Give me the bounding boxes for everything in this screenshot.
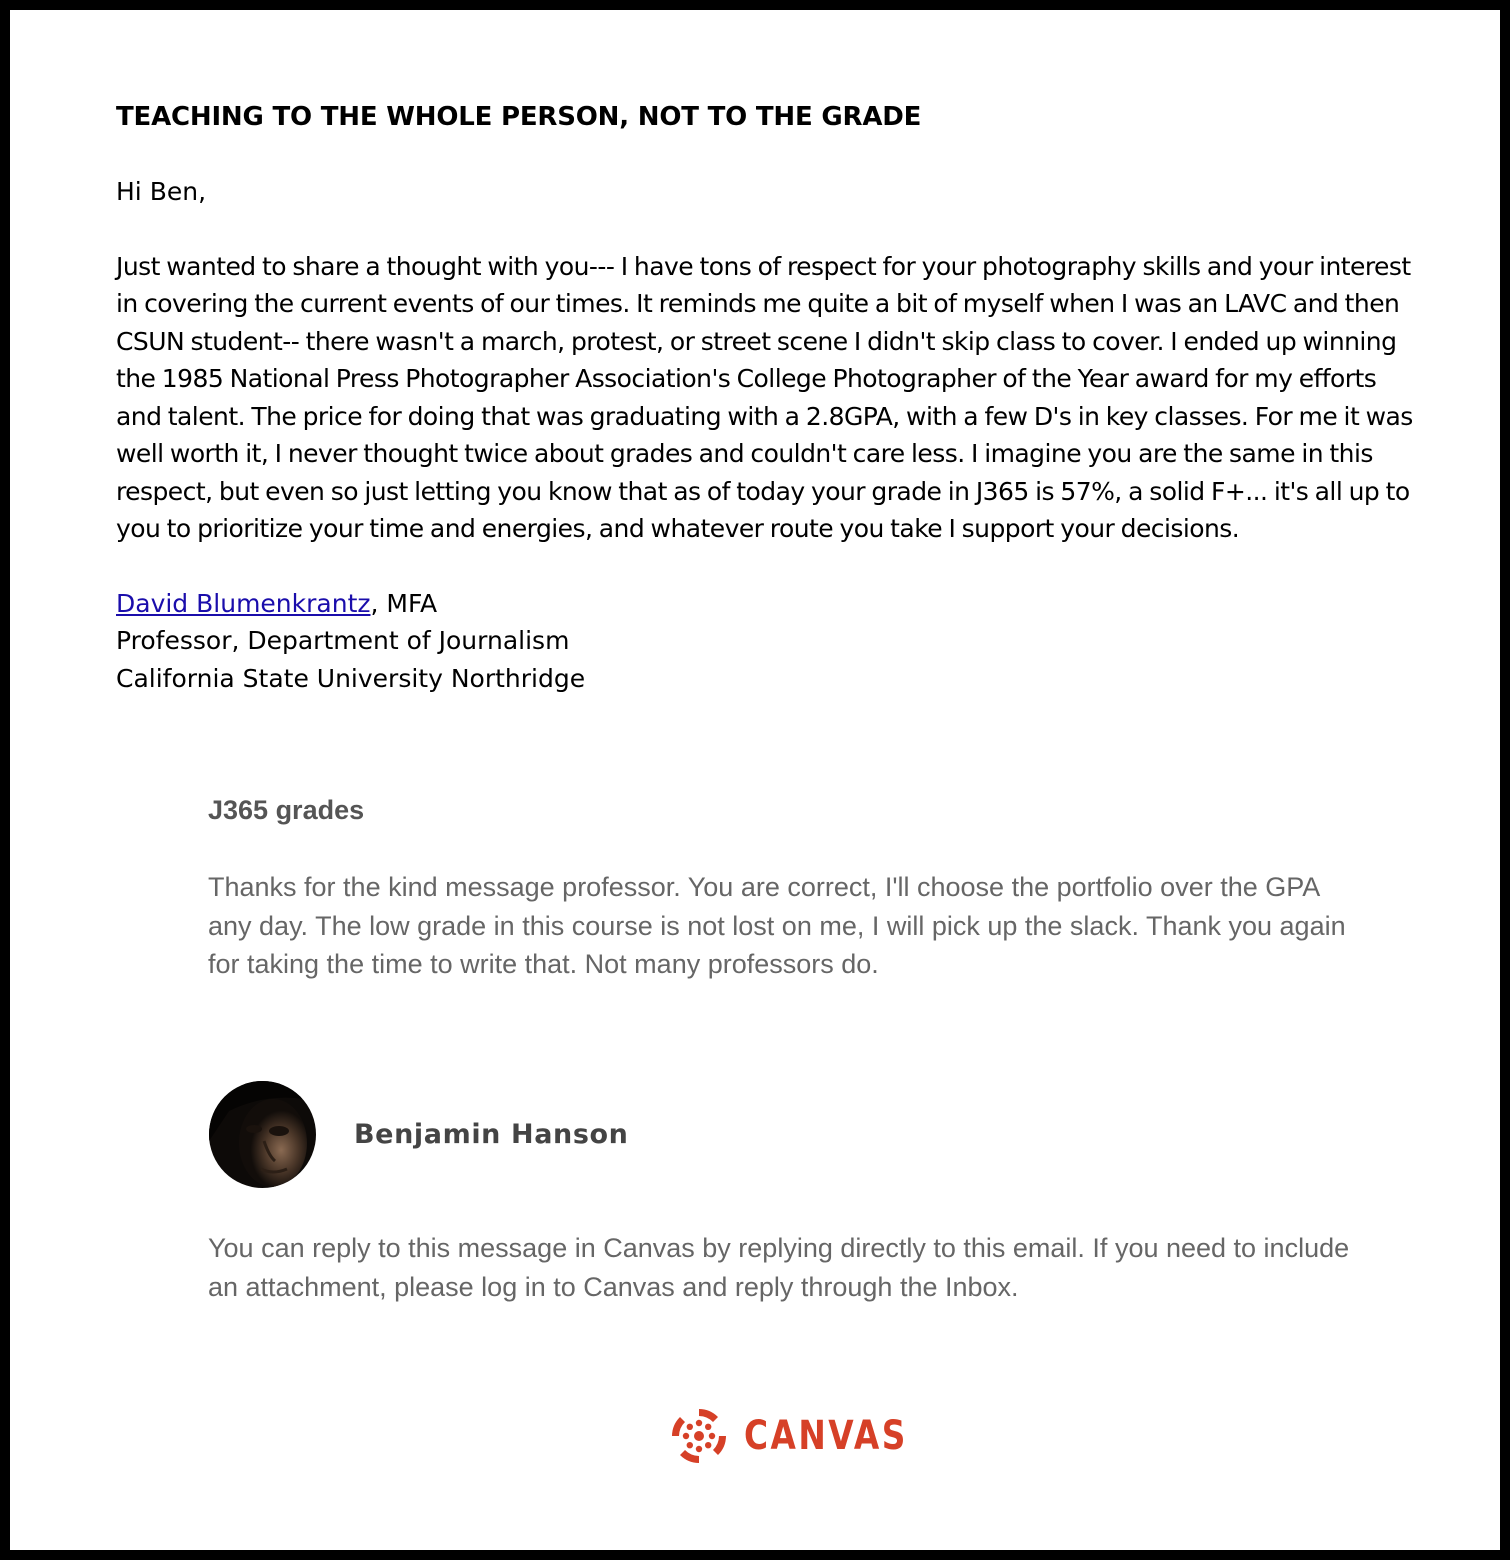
signature-block	[116, 585, 1416, 698]
author-title: Professor, Department of Journalism	[116, 626, 570, 655]
letter-greeting: Hi Ben,	[116, 177, 207, 206]
canvas-logo-text: CANVAS	[744, 1413, 908, 1459]
author-credential: , MFA	[370, 588, 438, 618]
canvas-logo[interactable]	[670, 1407, 944, 1465]
email-subject: J365 grades	[208, 795, 365, 825]
author-institution: California State University Northridge	[116, 663, 586, 693]
avatar	[209, 1081, 316, 1188]
letter	[116, 98, 1416, 697]
email-body: Thanks for the kind message professor. You are correct, I'll choose the portfolio over the GPA any day. The low grade in this course is not lost on me, I will pick up the slack. Thank you again for taking the time to write that. Not many professors do.	[208, 872, 1346, 979]
sender-name: Benjamin Hanson	[354, 1118, 629, 1150]
author-name-link[interactable]: David Blumenkrantz	[116, 588, 371, 618]
canvas-logo-icon	[670, 1407, 728, 1465]
avatar-photo-icon	[209, 1081, 316, 1188]
letter-body: Just wanted to share a thought with you--- I have tons of respect for your photography skills and your interest in covering the current events of our times. It reminds me quite a bit of myself when I was an LAVC and then CSUN student-- there wasn't a march, protest, or street scene I didn't skip class to cover. I ended up winning the 1985 National Press Photographer Association's College Photographer of the Year award for my efforts and talent. The price for doing that was graduating with a 2.8GPA, with a few D's in key classes. For me it was well worth it, I never thought twice about grades and couldn't care less. I imagine you are the same in this respect, but even so just letting you know that as of today your grade in J365 is 57%, a solid F+... it's all up to you to prioritize your time and energies, and whatever route you take I support your decisions.	[116, 251, 1413, 543]
letter-title: TEACHING TO THE WHOLE PERSON, NOT TO THE GRADE	[116, 102, 922, 132]
signature-name-line	[116, 585, 1416, 623]
sender-row	[209, 1081, 628, 1187]
email-message	[208, 790, 1358, 984]
reply-instructions: You can reply to this message in Canvas by replying directly to this email. If you need to include an attachment, please log in to Canvas and reply through the Inbox.	[208, 1233, 1350, 1302]
